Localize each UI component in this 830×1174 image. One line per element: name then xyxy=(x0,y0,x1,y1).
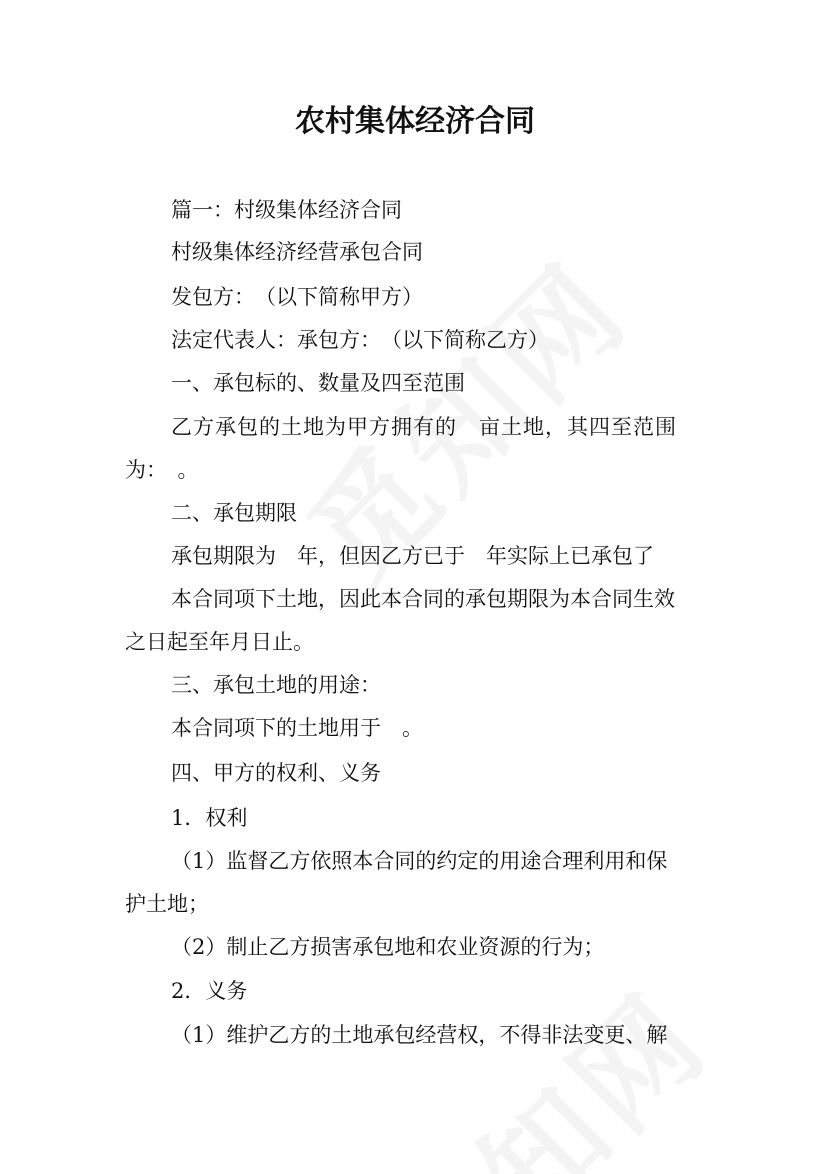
subsection-heading: 2．义务 xyxy=(171,979,248,1003)
paragraph-line: 为： 。 xyxy=(125,458,199,482)
subsection-heading: 1．权利 xyxy=(171,806,248,830)
document-title: 农村集体经济合同 xyxy=(295,104,535,139)
paragraph-line: 乙方承包的土地为甲方拥有的 亩土地，其四至范围 xyxy=(171,415,677,439)
paragraph-line: 本合同项下土地，因此本合同的承包期限为本合同生效 xyxy=(171,587,675,611)
section-heading: 二、承包期限 xyxy=(171,501,297,525)
paragraph-line: 本合同项下的土地用于 。 xyxy=(171,716,423,740)
section-heading: 四、甲方的权利、义务 xyxy=(171,761,381,785)
section-heading: 三、承包土地的用途： xyxy=(171,673,381,697)
paragraph-line: 村级集体经济经营承包合同 xyxy=(171,240,423,264)
paragraph-line: 发包方： （以下简称甲方） xyxy=(171,285,423,309)
paragraph-line: 之日起至年月日止。 xyxy=(125,630,314,654)
paragraph-line: 护土地； xyxy=(125,892,209,916)
watermark xyxy=(345,949,738,1174)
paragraph-line: （1）监督乙方依照本合同的约定的用途合理利用和保 xyxy=(171,849,668,873)
paragraph-line: （2）制止乙方损害承包地和农业资源的行为； xyxy=(171,935,605,959)
section-heading: 一、承包标的、数量及四至范围 xyxy=(171,371,465,395)
paragraph-line: 篇一：村级集体经济合同 xyxy=(171,198,402,222)
paragraph-line: （1）维护乙方的土地承包经营权，不得非法变更、解 xyxy=(171,1023,668,1047)
paragraph-line: 法定代表人：承包方： （以下简称乙方） xyxy=(171,328,549,352)
paragraph-line: 承包期限为 年，但因乙方已于 年实际上已承包了 xyxy=(171,544,654,568)
